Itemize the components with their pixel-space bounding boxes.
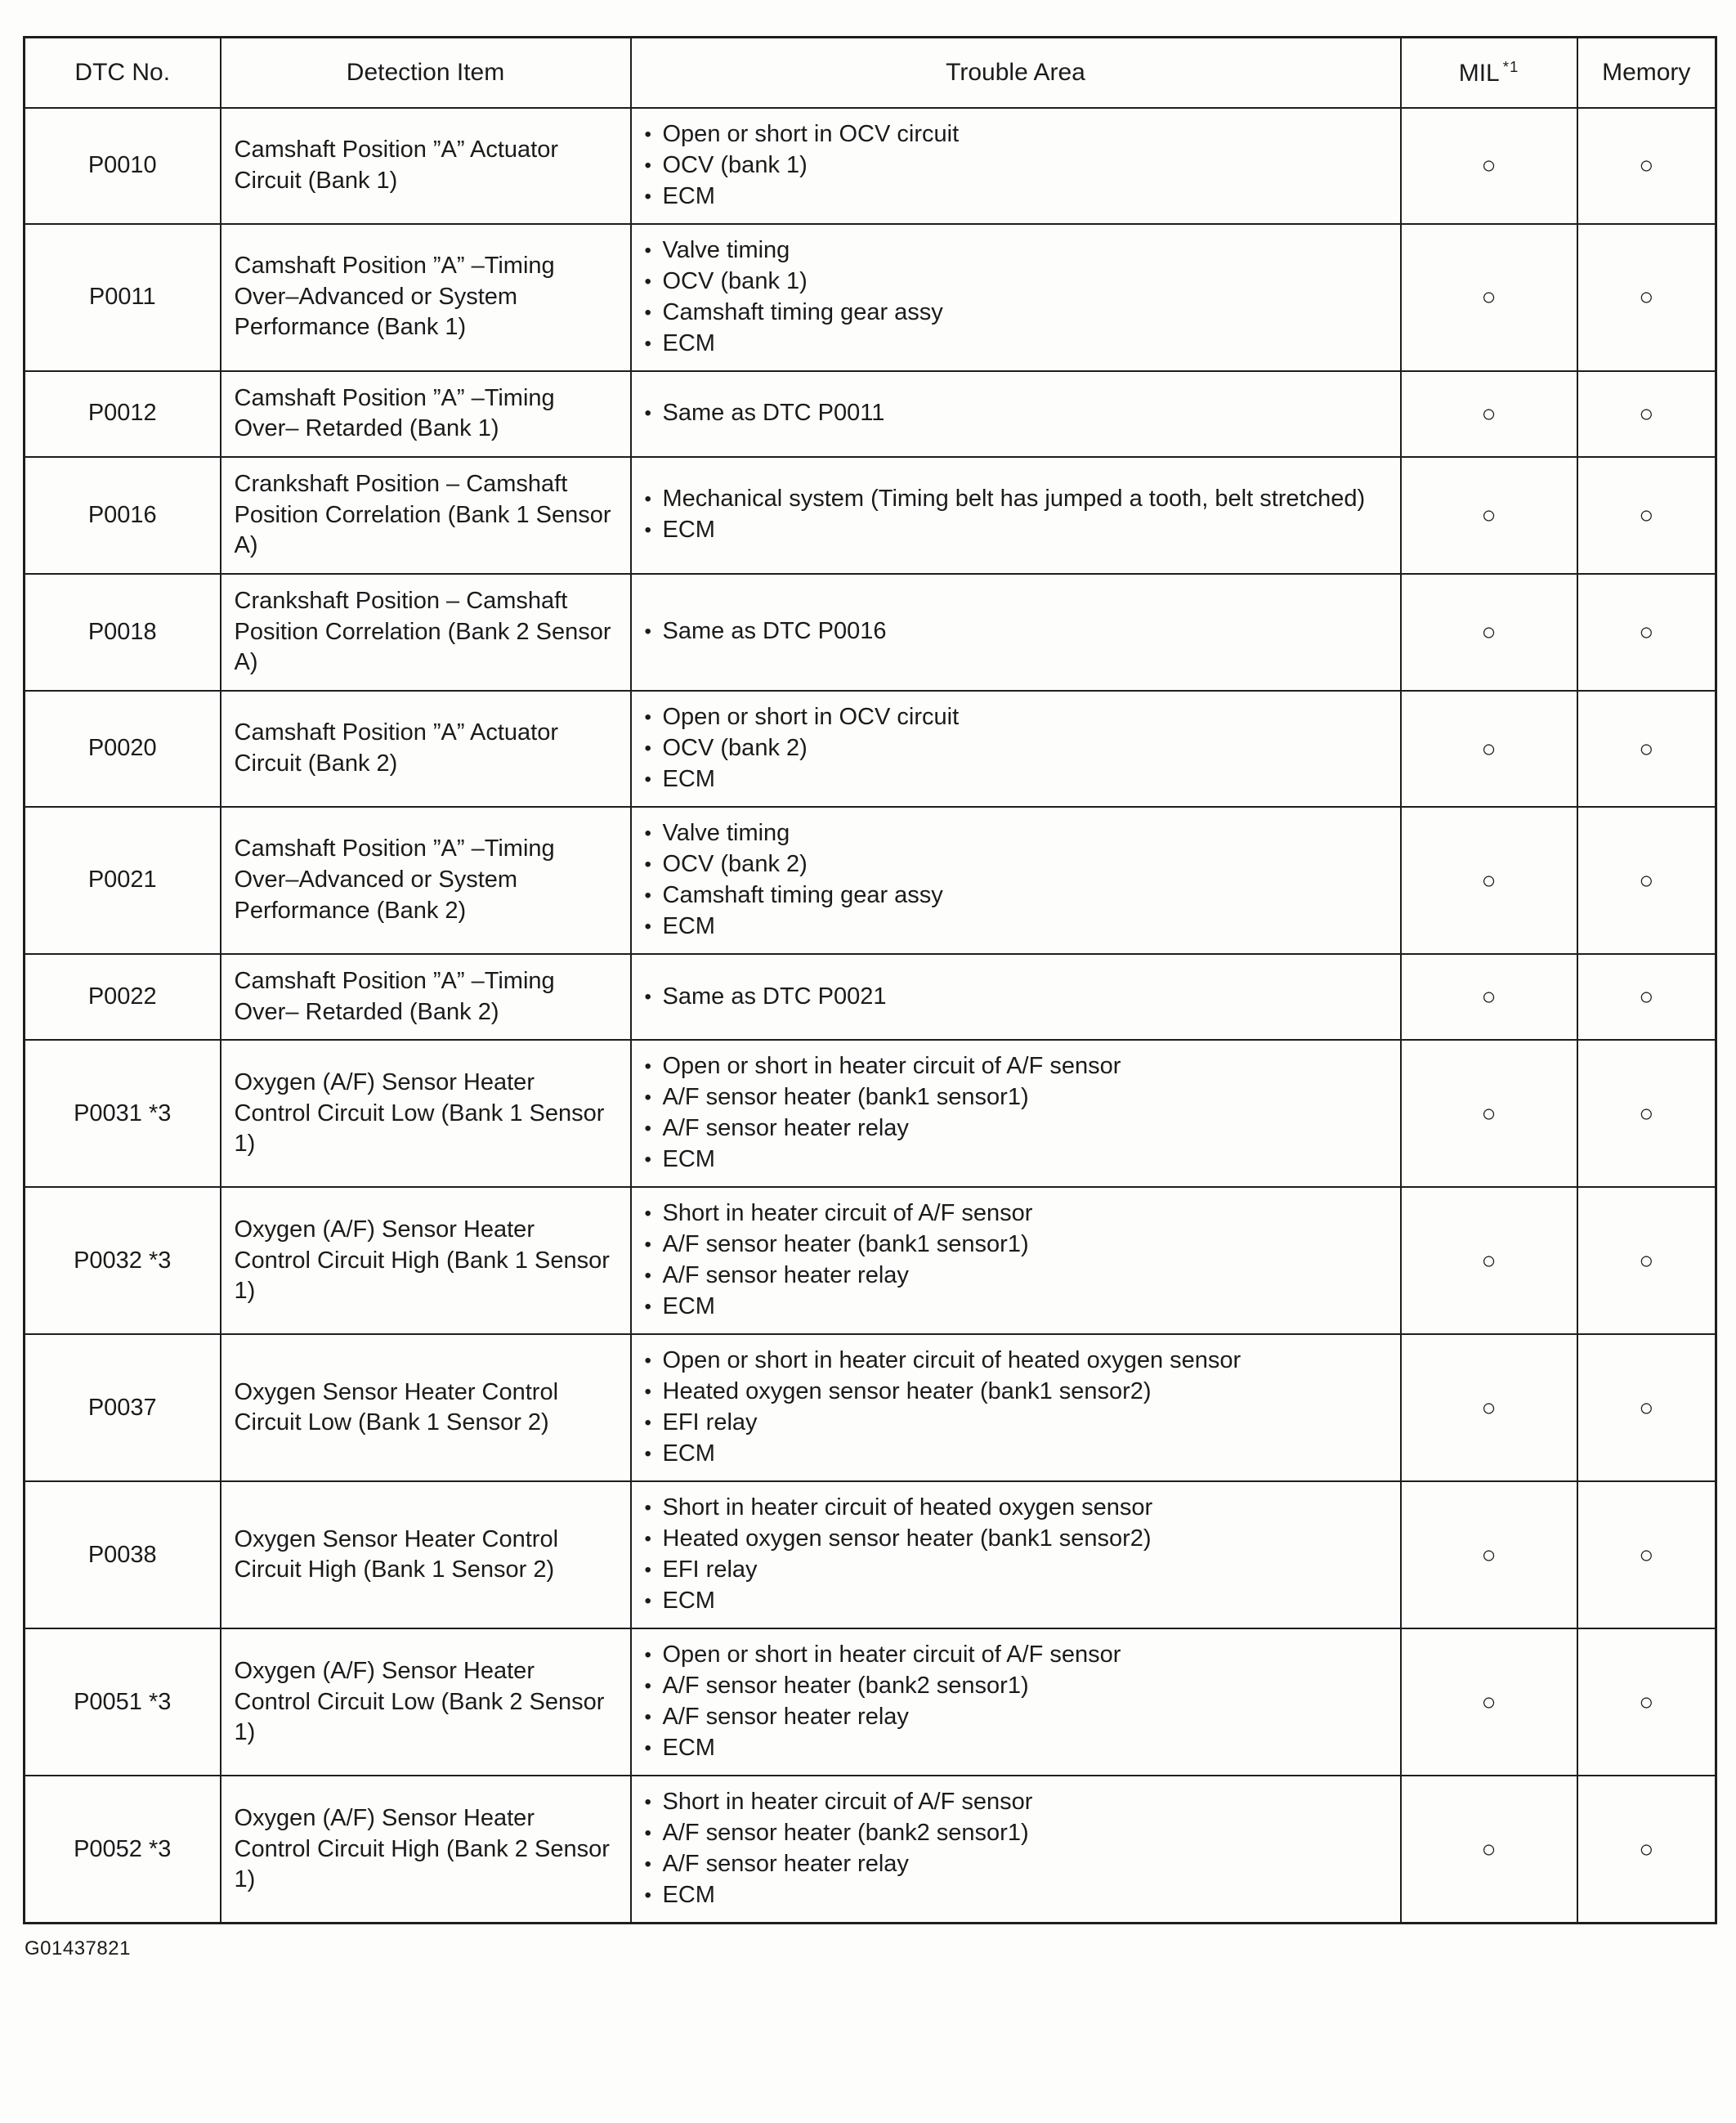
- dtc-no-cell: P0052 *3: [25, 1776, 221, 1924]
- trouble-item: [645, 235, 1385, 266]
- mil-status-cell: ○: [1401, 224, 1577, 371]
- table-row: [25, 1334, 1716, 1481]
- trouble-area-cell: [631, 574, 1401, 691]
- bullet-icon: •: [644, 1055, 651, 1078]
- memory-status-cell: ○: [1577, 1187, 1716, 1334]
- trouble-item: [645, 484, 1385, 515]
- trouble-item: [645, 733, 1385, 764]
- trouble-item: [645, 1849, 1385, 1880]
- trouble-item: [645, 1346, 1385, 1377]
- trouble-area-cell: [631, 1040, 1401, 1187]
- table-row: [25, 1481, 1716, 1628]
- detection-item-cell: Oxygen (A/F) Sensor Heater Control Circuit Low (Bank 1 Sensor 1): [221, 1040, 631, 1187]
- trouble-item-text: OCV (bank 1): [662, 267, 808, 294]
- trouble-area-cell: [631, 1628, 1401, 1776]
- table-row: [25, 1776, 1716, 1924]
- trouble-item-text: A/F sensor heater (bank2 sensor1): [662, 1673, 1029, 1700]
- trouble-item-text: ECM: [662, 1146, 715, 1173]
- dtc-no-cell: P0038: [25, 1481, 221, 1628]
- trouble-item: [645, 1493, 1385, 1524]
- dtc-no-cell: P0037: [25, 1334, 221, 1481]
- mil-status-cell: ○: [1401, 1776, 1577, 1924]
- trouble-item-text: OCV (bank 2): [662, 735, 808, 761]
- mil-status-cell: ○: [1401, 954, 1577, 1040]
- trouble-item-text: Same as DTC P0011: [662, 400, 885, 427]
- trouble-item-text: Camshaft timing gear assy: [662, 298, 943, 325]
- trouble-item-text: Heated oxygen sensor heater (bank1 sensor2): [662, 1525, 1152, 1552]
- trouble-item: [645, 1377, 1385, 1408]
- trouble-item-text: Short in heater circuit of heated oxygen sensor: [662, 1494, 1153, 1521]
- trouble-item-text: A/F sensor heater (bank2 sensor1): [662, 1820, 1029, 1847]
- bullet-icon: •: [644, 1853, 651, 1876]
- trouble-item-text: EFI relay: [662, 1556, 758, 1583]
- trouble-area-cell: [631, 1481, 1401, 1628]
- trouble-item-text: ECM: [662, 1882, 715, 1909]
- trouble-item: [645, 1198, 1385, 1229]
- trouble-item: [645, 1292, 1385, 1323]
- memory-status-cell: ○: [1577, 457, 1716, 574]
- bullet-icon: •: [644, 1884, 651, 1907]
- trouble-area-cell: [631, 691, 1401, 807]
- trouble-item-text: Camshaft timing gear assy: [662, 882, 943, 908]
- trouble-item-text: Same as DTC P0021: [662, 983, 887, 1010]
- trouble-item-text: ECM: [662, 182, 715, 209]
- mil-status-cell: ○: [1401, 1187, 1577, 1334]
- memory-status-cell: ○: [1577, 954, 1716, 1040]
- trouble-item-text: EFI relay: [662, 1409, 758, 1436]
- trouble-area-cell: [631, 108, 1401, 224]
- header-dtc-no: DTC No.: [25, 38, 221, 108]
- trouble-area-cell: [631, 1776, 1401, 1924]
- mil-status-cell: ○: [1401, 807, 1577, 954]
- table-row: [25, 108, 1716, 224]
- bullet-icon: •: [644, 822, 651, 844]
- bullet-icon: •: [644, 1791, 651, 1814]
- trouble-item: [645, 1082, 1385, 1113]
- trouble-item: [645, 181, 1385, 213]
- bullet-icon: •: [644, 1822, 651, 1845]
- bullet-icon: •: [644, 488, 651, 511]
- memory-status-cell: ○: [1577, 1628, 1716, 1776]
- header-memory: Memory: [1577, 38, 1716, 108]
- trouble-item: [645, 818, 1385, 849]
- trouble-item-text: Open or short in OCV circuit: [662, 704, 960, 730]
- trouble-item: [645, 1787, 1385, 1818]
- bullet-icon: •: [644, 1412, 651, 1435]
- memory-status-cell: ○: [1577, 691, 1716, 807]
- trouble-item: [645, 266, 1385, 298]
- detection-item-cell: Crankshaft Position – Camshaft Position Correlation (Bank 1 Sensor A): [221, 457, 631, 574]
- detection-item-cell: Oxygen (A/F) Sensor Heater Control Circuit High (Bank 2 Sensor 1): [221, 1776, 631, 1924]
- dtc-no-cell: P0021: [25, 807, 221, 954]
- detection-item-cell: Oxygen Sensor Heater Control Circuit Low (Bank 1 Sensor 2): [221, 1334, 631, 1481]
- trouble-item-text: Mechanical system (Timing belt has jumped a tooth, belt stretched): [662, 486, 1366, 513]
- trouble-item: [645, 1733, 1385, 1764]
- dtc-no-cell: P0011: [25, 224, 221, 371]
- trouble-item: [645, 119, 1385, 150]
- trouble-item-text: Open or short in heater circuit of A/F sensor: [662, 1053, 1121, 1080]
- trouble-item: [645, 764, 1385, 795]
- bullet-icon: •: [644, 239, 651, 262]
- trouble-item: [645, 1524, 1385, 1555]
- trouble-item-text: ECM: [662, 1735, 715, 1762]
- memory-status-cell: ○: [1577, 1334, 1716, 1481]
- table-body: [25, 108, 1716, 1924]
- dtc-no-cell: P0022: [25, 954, 221, 1040]
- trouble-item-text: Open or short in heater circuit of heated oxygen sensor: [662, 1347, 1242, 1374]
- trouble-item: [645, 1702, 1385, 1733]
- dtc-no-cell: P0010: [25, 108, 221, 224]
- dtc-table: [23, 36, 1717, 1924]
- table-row: [25, 807, 1716, 954]
- mil-status-cell: ○: [1401, 1481, 1577, 1628]
- trouble-area-cell: [631, 371, 1401, 457]
- trouble-item: [645, 880, 1385, 911]
- trouble-item-text: Heated oxygen sensor heater (bank1 sensor2): [662, 1378, 1152, 1405]
- bullet-icon: •: [644, 737, 651, 759]
- bullet-icon: •: [644, 402, 651, 425]
- trouble-item: [645, 1229, 1385, 1261]
- bullet-icon: •: [644, 1528, 651, 1551]
- mil-status-cell: ○: [1401, 691, 1577, 807]
- trouble-area-cell: [631, 1334, 1401, 1481]
- trouble-item-text: A/F sensor heater relay: [662, 1851, 909, 1878]
- trouble-item: [645, 1880, 1385, 1911]
- mil-status-cell: ○: [1401, 108, 1577, 224]
- trouble-item-text: A/F sensor heater relay: [662, 1262, 909, 1289]
- bullet-icon: •: [644, 885, 651, 907]
- mil-status-cell: ○: [1401, 457, 1577, 574]
- header-mil-label: MIL: [1458, 59, 1500, 87]
- memory-status-cell: ○: [1577, 224, 1716, 371]
- trouble-item-text: ECM: [662, 1588, 715, 1615]
- trouble-item: [645, 982, 1385, 1013]
- bullet-icon: •: [644, 1443, 651, 1466]
- trouble-item-text: Short in heater circuit of A/F sensor: [662, 1200, 1033, 1227]
- memory-status-cell: ○: [1577, 807, 1716, 954]
- table-row: [25, 1628, 1716, 1776]
- trouble-item-text: ECM: [662, 913, 715, 939]
- dtc-no-cell: P0020: [25, 691, 221, 807]
- mil-status-cell: ○: [1401, 1040, 1577, 1187]
- trouble-item-text: Short in heater circuit of A/F sensor: [662, 1789, 1033, 1816]
- detection-item-cell: Camshaft Position ”A” –Timing Over– Retarded (Bank 2): [221, 954, 631, 1040]
- memory-status-cell: ○: [1577, 574, 1716, 691]
- bullet-icon: •: [644, 985, 651, 1008]
- trouble-item: [645, 1671, 1385, 1702]
- bullet-icon: •: [644, 916, 651, 938]
- trouble-item-text: Open or short in heater circuit of A/F sensor: [662, 1642, 1121, 1668]
- trouble-area-cell: [631, 807, 1401, 954]
- trouble-item-text: OCV (bank 2): [662, 851, 808, 877]
- detection-item-cell: Crankshaft Position – Camshaft Position Correlation (Bank 2 Sensor A): [221, 574, 631, 691]
- trouble-item: [645, 1818, 1385, 1849]
- bullet-icon: •: [644, 768, 651, 791]
- trouble-item: [645, 1261, 1385, 1292]
- table-row: [25, 691, 1716, 807]
- trouble-item-text: A/F sensor heater relay: [662, 1115, 909, 1142]
- trouble-item: [645, 298, 1385, 329]
- trouble-item: [645, 911, 1385, 943]
- mil-status-cell: ○: [1401, 371, 1577, 457]
- mil-status-cell: ○: [1401, 1334, 1577, 1481]
- bullet-icon: •: [644, 270, 651, 293]
- dtc-no-cell: P0032 *3: [25, 1187, 221, 1334]
- dtc-no-cell: P0018: [25, 574, 221, 691]
- memory-status-cell: ○: [1577, 371, 1716, 457]
- bullet-icon: •: [644, 1497, 651, 1520]
- memory-status-cell: ○: [1577, 1040, 1716, 1187]
- bullet-icon: •: [644, 1149, 651, 1171]
- bullet-icon: •: [644, 1706, 651, 1729]
- detection-item-cell: Camshaft Position ”A” –Timing Over–Advanced or System Performance (Bank 1): [221, 224, 631, 371]
- trouble-item-text: Same as DTC P0016: [662, 618, 887, 645]
- bullet-icon: •: [644, 1737, 651, 1760]
- bullet-icon: •: [644, 1675, 651, 1698]
- header-mil-footnote: *1: [1502, 57, 1519, 75]
- bullet-icon: •: [644, 1117, 651, 1140]
- bullet-icon: •: [644, 332, 651, 355]
- bullet-icon: •: [644, 1265, 651, 1288]
- table-row: [25, 371, 1716, 457]
- bullet-icon: •: [644, 620, 651, 643]
- trouble-item: [645, 1586, 1385, 1617]
- dtc-no-cell: P0051 *3: [25, 1628, 221, 1776]
- bullet-icon: •: [644, 1296, 651, 1319]
- trouble-item-text: ECM: [662, 1440, 715, 1467]
- detection-item-cell: Camshaft Position ”A” Actuator Circuit (Bank 2): [221, 691, 631, 807]
- trouble-item: [645, 1439, 1385, 1470]
- trouble-item-text: OCV (bank 1): [662, 151, 808, 178]
- dtc-no-cell: P0031 *3: [25, 1040, 221, 1187]
- bullet-icon: •: [644, 1234, 651, 1256]
- detection-item-cell: Oxygen (A/F) Sensor Heater Control Circuit High (Bank 1 Sensor 1): [221, 1187, 631, 1334]
- trouble-item: [645, 329, 1385, 360]
- trouble-item-text: A/F sensor heater (bank1 sensor1): [662, 1084, 1029, 1111]
- table-row: [25, 224, 1716, 371]
- table-row: [25, 457, 1716, 574]
- mil-status-cell: ○: [1401, 1628, 1577, 1776]
- bullet-icon: •: [644, 706, 651, 728]
- trouble-item: [645, 702, 1385, 733]
- trouble-item: [645, 849, 1385, 880]
- bullet-icon: •: [644, 154, 651, 177]
- trouble-item: [645, 1640, 1385, 1671]
- bullet-icon: •: [644, 1350, 651, 1373]
- trouble-item: [645, 1113, 1385, 1144]
- trouble-item-text: ECM: [662, 766, 715, 792]
- memory-status-cell: ○: [1577, 1481, 1716, 1628]
- trouble-item-text: ECM: [662, 329, 715, 356]
- trouble-item-text: Open or short in OCV circuit: [662, 120, 960, 147]
- detection-item-cell: Camshaft Position ”A” Actuator Circuit (Bank 1): [221, 108, 631, 224]
- bullet-icon: •: [644, 519, 651, 542]
- bullet-icon: •: [644, 1590, 651, 1613]
- header-detection-item: Detection Item: [221, 38, 631, 108]
- table-row: [25, 1187, 1716, 1334]
- header-mil: [1401, 38, 1577, 108]
- mil-status-cell: ○: [1401, 574, 1577, 691]
- header-trouble-area: Trouble Area: [631, 38, 1401, 108]
- detection-item-cell: Oxygen Sensor Heater Control Circuit High (Bank 1 Sensor 2): [221, 1481, 631, 1628]
- detection-item-cell: Camshaft Position ”A” –Timing Over–Advanced or System Performance (Bank 2): [221, 807, 631, 954]
- memory-status-cell: ○: [1577, 108, 1716, 224]
- trouble-item-text: Valve timing: [662, 820, 790, 846]
- bullet-icon: •: [644, 1381, 651, 1404]
- trouble-item-text: Valve timing: [662, 236, 790, 263]
- trouble-item: [645, 1555, 1385, 1586]
- bullet-icon: •: [644, 123, 651, 146]
- trouble-area-cell: [631, 1187, 1401, 1334]
- header-row: [25, 38, 1716, 108]
- bullet-icon: •: [644, 301, 651, 324]
- trouble-item: [645, 1144, 1385, 1176]
- trouble-area-cell: [631, 224, 1401, 371]
- bullet-icon: •: [644, 1203, 651, 1225]
- bullet-icon: •: [644, 1559, 651, 1582]
- trouble-item: [645, 398, 1385, 429]
- bullet-icon: •: [644, 185, 651, 208]
- memory-status-cell: ○: [1577, 1776, 1716, 1924]
- dtc-no-cell: P0016: [25, 457, 221, 574]
- dtc-no-cell: P0012: [25, 371, 221, 457]
- trouble-item-text: ECM: [662, 517, 715, 544]
- detection-item-cell: Camshaft Position ”A” –Timing Over– Retarded (Bank 1): [221, 371, 631, 457]
- trouble-item-text: ECM: [662, 1293, 715, 1320]
- table-row: [25, 574, 1716, 691]
- table-row: [25, 954, 1716, 1040]
- trouble-item: [645, 1408, 1385, 1439]
- trouble-item: [645, 1051, 1385, 1082]
- bullet-icon: •: [644, 1086, 651, 1109]
- trouble-area-cell: [631, 954, 1401, 1040]
- bullet-icon: •: [644, 853, 651, 876]
- trouble-item: [645, 616, 1385, 647]
- trouble-item: [645, 150, 1385, 181]
- figure-code: G01437821: [25, 1937, 131, 1960]
- table-header: [25, 38, 1716, 108]
- trouble-area-cell: [631, 457, 1401, 574]
- trouble-item-text: A/F sensor heater relay: [662, 1704, 909, 1731]
- detection-item-cell: Oxygen (A/F) Sensor Heater Control Circuit Low (Bank 2 Sensor 1): [221, 1628, 631, 1776]
- trouble-item: [645, 515, 1385, 546]
- trouble-item-text: A/F sensor heater (bank1 sensor1): [662, 1231, 1029, 1258]
- table-row: [25, 1040, 1716, 1187]
- bullet-icon: •: [644, 1644, 651, 1667]
